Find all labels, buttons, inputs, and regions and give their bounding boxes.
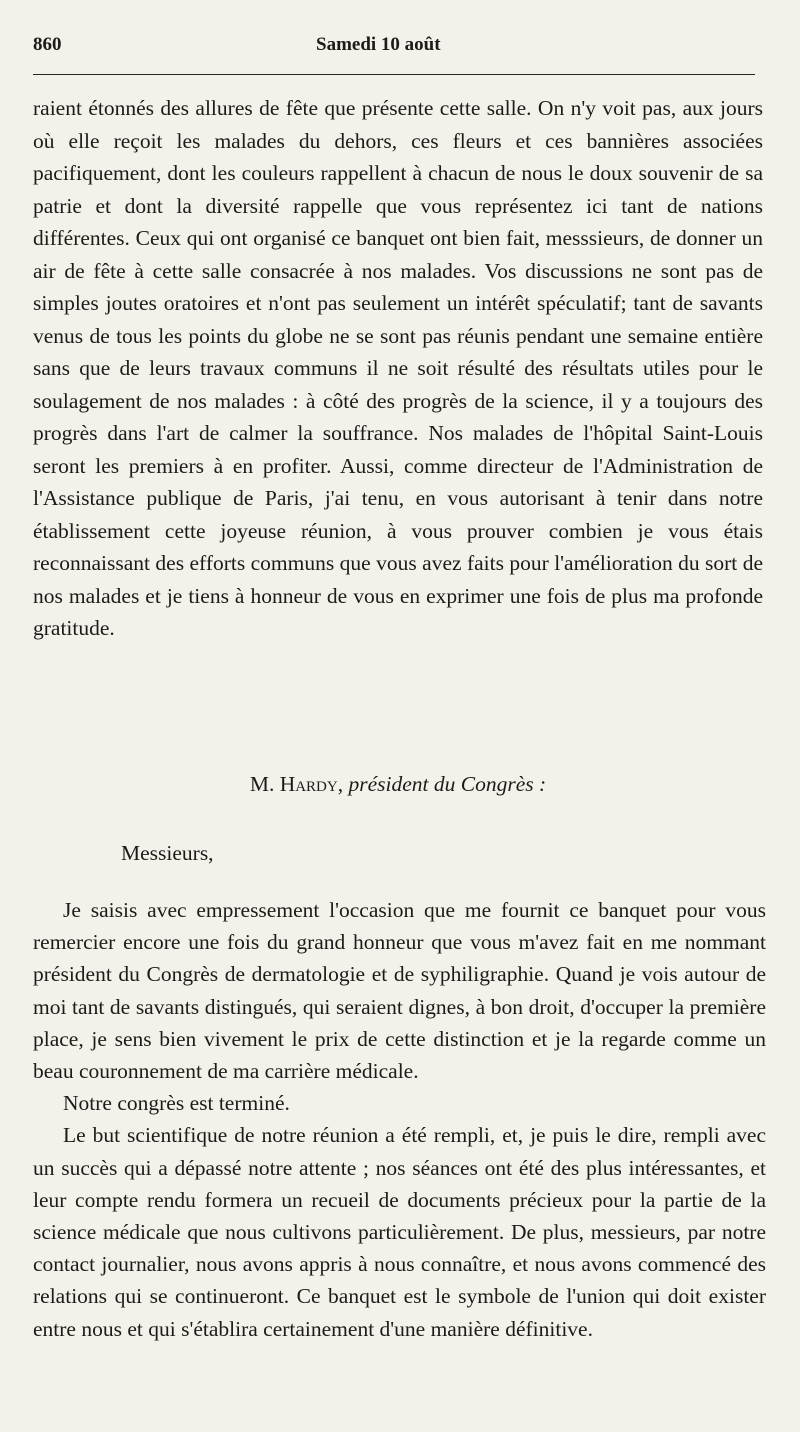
opening-text xyxy=(33,92,763,645)
page-number: 860 xyxy=(33,34,62,55)
paragraph-continued: raient étonnés des allures de fête que présente cette salle. On n'y voit pas, aux jours où elle reçoit les malades du dehors, ces fleurs et ces bannières associées pacifiquement, dont les couleurs rappellent à chacun de nous le doux souvenir de sa patrie et dont la diversité rappelle que vous représentez ici tant de nations différentes. Ceux qui ont organisé ce banquet ont bien fait, messsieurs, de donner un air de fête à cette salle consacrée à nos malades. Vos discussions ne sont pas de simples joutes oratoires et n'ont pas seulement un intérêt spéculatif; tant de savants venus de tous les points du globe ne se sont pas réunis pendant une semaine entière sans que de leurs travaux communs il ne soit résulté des résultats utiles pour le soulagement de nos malades : à côté des progrès de la science, il y a toujours des progrès dans l'art de calmer la souffrance. Nos malades de l'hôpital Saint-Louis seront les premiers à en profiter. Aussi, comme directeur de l'Administration de l'Assistance publique de Paris, j'ai tenu, en vous autorisant à tenir dans notre établissement cette joyeuse réunion, à vous prouver combien je vous étais reconnaissant des efforts communs que vous avez faits pour l'amélioration du sort de nos malades et je tiens à honneur de vous en exprimer une fois de plus ma profonde gratitude. xyxy=(33,96,763,640)
header-date: Samedi 10 août xyxy=(316,34,441,55)
running-header xyxy=(33,34,755,62)
header-rule xyxy=(33,74,755,75)
speech-paragraph: Je saisis avec empressement l'occasion que me fournit ce banquet pour vous remercier encore une fois du grand honneur que vous m'avez fait en me nommant président du Congrès de dermatologie et de syphiligraphie. Quand je vois autour de moi tant de savants distingués, qui seraient dignes, à bon droit, d'occuper la première place, je sens bien vivement le prix de cette distinction et je la regarde comme un beau couronnement de ma carrière médicale. xyxy=(33,898,766,1084)
speech-text xyxy=(33,894,766,1345)
speaker-name: M. Hardy, xyxy=(249,772,344,796)
speech-paragraph: Notre congrès est terminé. xyxy=(63,1091,290,1116)
speech-paragraph: Le but scientifique de notre réunion a été rempli, et, je puis le dire, rempli avec un succès qui a dépassé notre attente ; nos séances ont été des plus intéressantes, et leur compte rendu formera un recueil de documents précieux pour la partie de la science médicale que nous cultivons particulièrement. De plus, messieurs, par notre contact journalier, nous avons appris à nous connaître, et nous avons commencé des relations qui se continueront. Ce banquet est le symbole de l'union qui doit exister entre nous et qui s'établira certainement d'une manière définitive. xyxy=(33,1123,766,1341)
speaker-role: président du Congrès : xyxy=(348,772,547,796)
salutation: Messieurs, xyxy=(121,841,214,865)
speaker-heading xyxy=(33,768,763,800)
